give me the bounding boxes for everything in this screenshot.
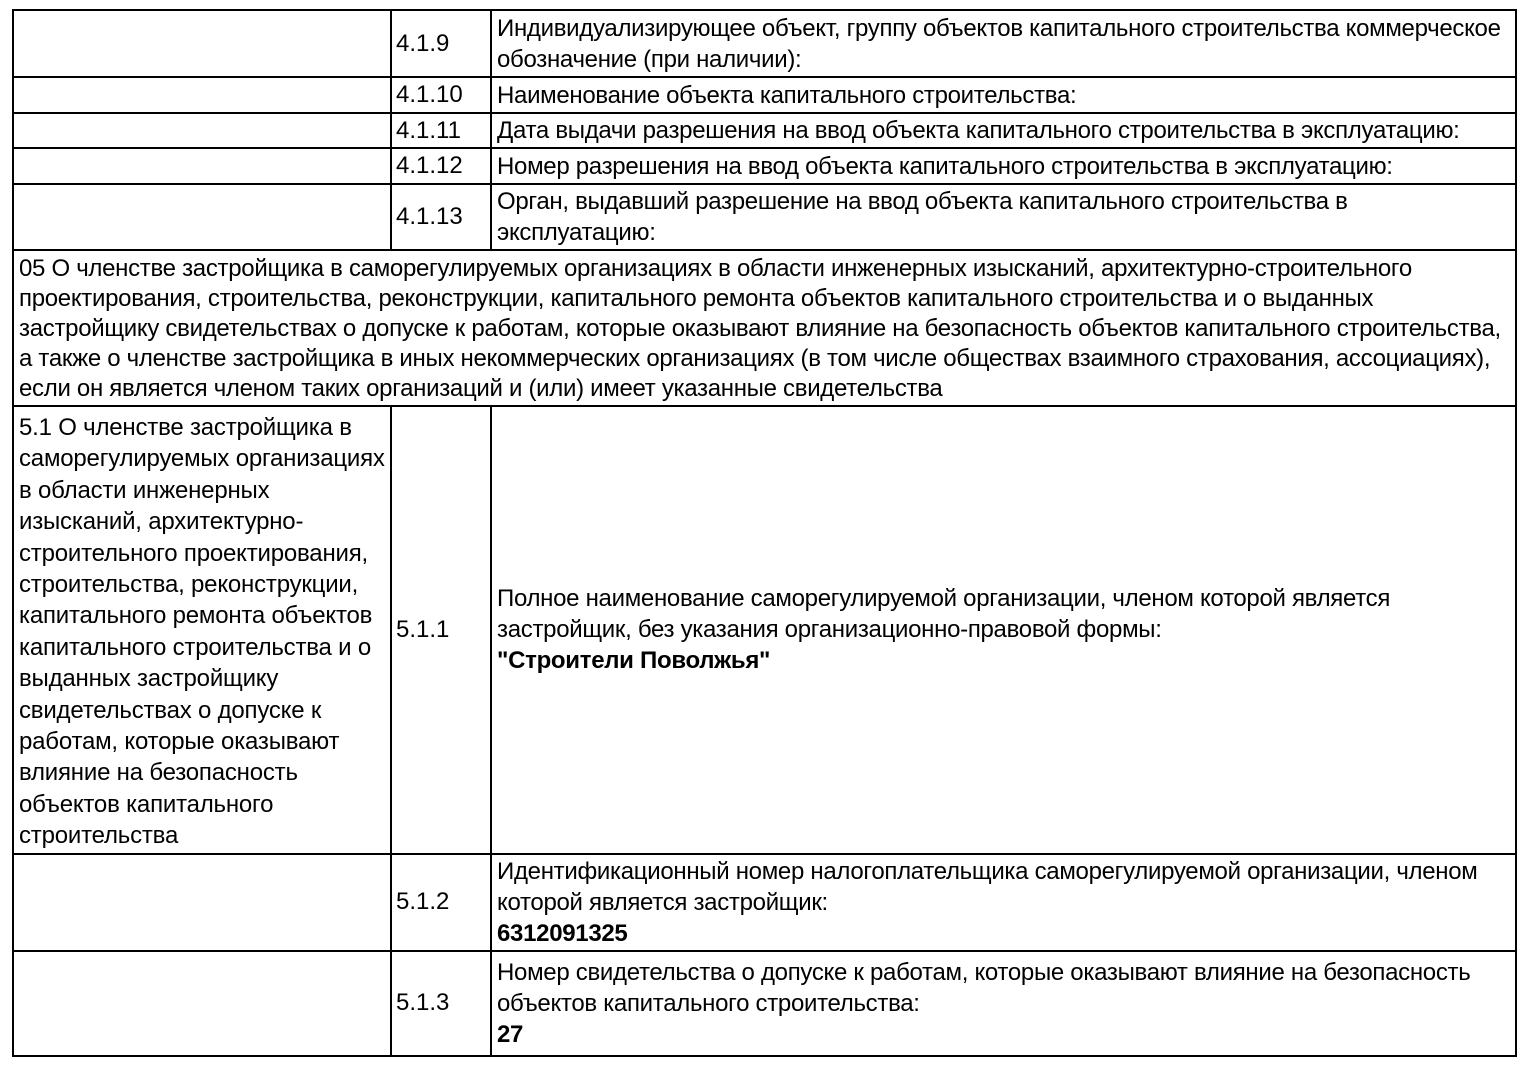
value-inn: 6312091325: [497, 919, 628, 947]
row-content: [491, 854, 1516, 951]
row-content: [491, 951, 1516, 1056]
row-number: 4.1.11: [391, 113, 491, 148]
group-cell-empty: [13, 10, 391, 77]
table-row: [13, 10, 1516, 77]
table-row: [13, 951, 1516, 1056]
table-row: [13, 113, 1516, 148]
section-05-header: 05 О членстве застройщика в саморегулируемых организациях в области инженерных изысканий, архитектурно-строительного проектирования, строительства, реконструкции, капитального ремонта объектов капитального строительства и о выданных застройщику свидетельствах о допуске к работам, которые оказывают влияние на безопасность объектов капитального строительства, а также о членстве застройщика в иных некоммерческих организациях (в том числе обществах взаимного страхования, ассоциациях), если он является членом таких организаций и (или) имеет указанные свидетельства: [13, 250, 1516, 406]
row-label: Индивидуализирующее объект, группу объектов капитального строительства коммерческое обозначение (при наличии):: [491, 10, 1516, 77]
row-number: 4.1.10: [391, 77, 491, 113]
row-number: 4.1.13: [391, 184, 491, 250]
table-row: [13, 77, 1516, 113]
row-number: 5.1.2: [391, 854, 491, 951]
group-cell-empty: [13, 951, 391, 1056]
row-label: Полное наименование саморегулируемой организации, членом которой является застройщик, без указания организационно-правовой формы:: [497, 585, 1391, 644]
group-cell-empty: [13, 854, 391, 951]
row-content: [491, 406, 1516, 854]
table-row: [13, 406, 1516, 854]
group-cell-empty: [13, 184, 391, 250]
row-label: Идентификационный номер налогоплательщика саморегулируемой организации, членом которой является застройщик:: [497, 857, 1478, 916]
table-row: [13, 854, 1516, 951]
group-cell-empty: [13, 77, 391, 113]
row-number: 4.1.9: [391, 10, 491, 77]
row-number: 5.1.3: [391, 951, 491, 1056]
table-row: [13, 184, 1516, 250]
value-certificate-number: 27: [497, 1020, 524, 1048]
row-label: Орган, выдавший разрешение на ввод объекта капитального строительства в эксплуатацию:: [491, 184, 1516, 250]
group-5-1-label: 5.1 О членстве застройщика в саморегулируемых организациях в области инженерных изысканий, архитектурно-строительного проектирования, строительства, реконструкции, капитального ремонта объектов капитального строительства и о выданных застройщику свидетельствах о допуске к работам, которые оказывают влияние на безопасность объектов капитального строительства: [13, 406, 391, 854]
row-label: Дата выдачи разрешения на ввод объекта капитального строительства в эксплуатацию:: [491, 113, 1516, 148]
table-row: [13, 250, 1516, 406]
value-sro-name: "Строители Поволжья": [497, 647, 771, 675]
row-number: 5.1.1: [391, 406, 491, 854]
row-number: 4.1.12: [391, 148, 491, 184]
table-row: [13, 148, 1516, 184]
row-label: Номер разрешения на ввод объекта капитального строительства в эксплуатацию:: [491, 148, 1516, 184]
row-label: Номер свидетельства о допуске к работам, которые оказывают влияние на безопасность объектов капитального строительства:: [497, 958, 1471, 1017]
row-label: Наименование объекта капитального строительства:: [491, 77, 1516, 113]
project-declaration-table: [12, 9, 1517, 1057]
group-cell-empty: [13, 113, 391, 148]
group-cell-empty: [13, 148, 391, 184]
